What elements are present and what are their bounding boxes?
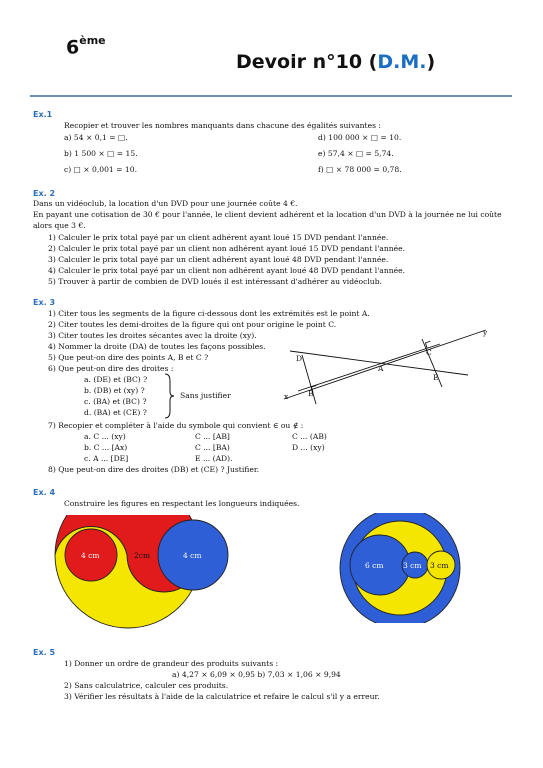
ex3-grid-cell: C ... (AB) [292,432,327,441]
brace-icon [163,373,175,419]
ex5-question: 2) Sans calculatrice, calculer ces produits. [64,681,229,690]
ex1-item: a) 54 × 0,1 = □. [64,133,128,142]
fig1-label-3: 4 cm [183,551,202,560]
ex3-question: 3) Citer toutes les droites sécantes avec la droite (xy). [48,331,257,340]
geometry-figure [280,325,495,405]
ex3-grid-cell: c. A ... [DE] [84,454,129,463]
point-label-c: C [426,348,432,357]
ex3-sub-question: b. (DB) et (xy) ? [84,386,145,395]
ex5-question: 1) Donner un ordre de grandeur des produits suivants : [64,659,279,668]
ex2-intro: Dans un vidéoclub, la location d'un DVD pour une journée coûte 4 €. [33,199,298,208]
page-title: Devoir n°10 (D.M.) [236,51,436,73]
ex3-sub-question: d. (BA) et (CE) ? [84,408,147,417]
ex3-question: 5) Que peut-on dire des points A, B et C ? [48,353,209,362]
ex3-grid-cell: E ... (AD). [195,454,233,463]
point-label-y: y [483,328,488,337]
ex2-question: 4) Calculer le prix total payé par un client non adhérent ayant loué 48 DVD pendant l'année. [48,266,406,275]
header-divider [30,95,512,97]
circles-figure-2 [335,513,465,623]
ex3-grid-cell: C ... [AB] [195,432,230,441]
ex3-grid-cell: C ... [BA) [195,443,230,452]
ex5-products: a) 4,27 × 6,09 × 0,95 b) 7,03 × 1,06 × 9,94 [172,670,341,679]
fig2-label-3: 3 cm [430,561,449,570]
ex2-question: 3) Calculer le prix total payé par un client adhérent ayant loué 48 DVD pendant l'année. [48,255,389,264]
point-label-a: A [378,364,384,373]
ex5-label: Ex. 5 [33,648,56,657]
ex5-question: 3) Vérifier les résultats à l'aide de la calculatrice et refaire le calcul s'il y a erreur. [64,692,380,701]
ex3-grid-cell: a. C ... (xy) [84,432,126,441]
ex4-instruction: Construire les figures en respectant les longueurs indiquées. [64,499,300,508]
fig1-label-2: 2cm [134,551,151,560]
ex3-question: 1) Citer tous les segments de la figure ci-dessous dont les extrémités est le point A. [48,309,370,318]
point-label-b: B [308,389,314,398]
ex3-question: 6) Que peut-on dire des droites : [48,364,174,373]
point-label-e: E [433,373,439,382]
ex2-question: 1) Calculer le prix total payé par un client adhérent ayant loué 15 DVD pendant l'année. [48,233,389,242]
ex2-intro: En payant une cotisation de 30 € pour l'année, le client devient adhérent et la location d'un DVD à la journée ne lui coûte [33,210,502,219]
ex3-sub-question: a. (DE) et (BC) ? [84,375,148,384]
ex1-item: b) 1 500 × □ = 15. [64,149,138,158]
ex1-item: d) 100 000 × □ = 10. [318,133,402,142]
ex1-label: Ex.1 [33,110,53,119]
ex2-question: 2) Calculer le prix total payé par un client non adhérent ayant loué 15 DVD pendant l'année. [48,244,406,253]
point-label-d: D [296,354,303,363]
ex3-grid-cell: b. C ... [Ax) [84,443,128,452]
ex2-question: 5) Trouver à partir de combien de DVD loués il est intéressant d'adhérer au vidéoclub. [48,277,382,286]
ex3-label: Ex. 3 [33,298,56,307]
ex3-sub-question: c. (BA) et (BC) ? [84,397,147,406]
ex2-intro: alors que 3 €. [33,221,86,230]
fig2-label-2: 3 cm [403,561,422,570]
ex1-instruction: Recopier et trouver les nombres manquants dans chacune des égalités suivantes : [64,121,381,130]
ex1-item: e) 57,4 × □ = 5,74. [318,149,394,158]
circles-figure-1 [50,515,235,630]
grade-level: 6ème [66,34,106,59]
ex1-item: c) □ × 0,001 = 10. [64,165,138,174]
ex4-label: Ex. 4 [33,488,56,497]
sans-justifier-note: Sans justifier [180,391,231,400]
ex3-question: 4) Nommer la droite (DA) de toutes les façons possibles. [48,342,266,351]
fig2-label-1: 6 cm [365,561,384,570]
ex1-item: f) □ × 78 000 = 0,78. [318,165,402,174]
fig1-label-1: 4 cm [81,551,100,560]
ex3-question: 2) Citer toutes les demi-droites de la figure qui ont pour origine le point C. [48,320,337,329]
ex3-question: 8) Que peut-on dire des droites (DB) et (CE) ? Justifier. [48,465,260,474]
ex3-question: 7) Recopier et compléter à l'aide du symbole qui convient ∈ ou ∉ : [48,421,304,430]
ex2-label: Ex. 2 [33,189,56,198]
point-label-x: x [284,392,289,401]
ex3-grid-cell: D ... (xy) [292,443,325,452]
